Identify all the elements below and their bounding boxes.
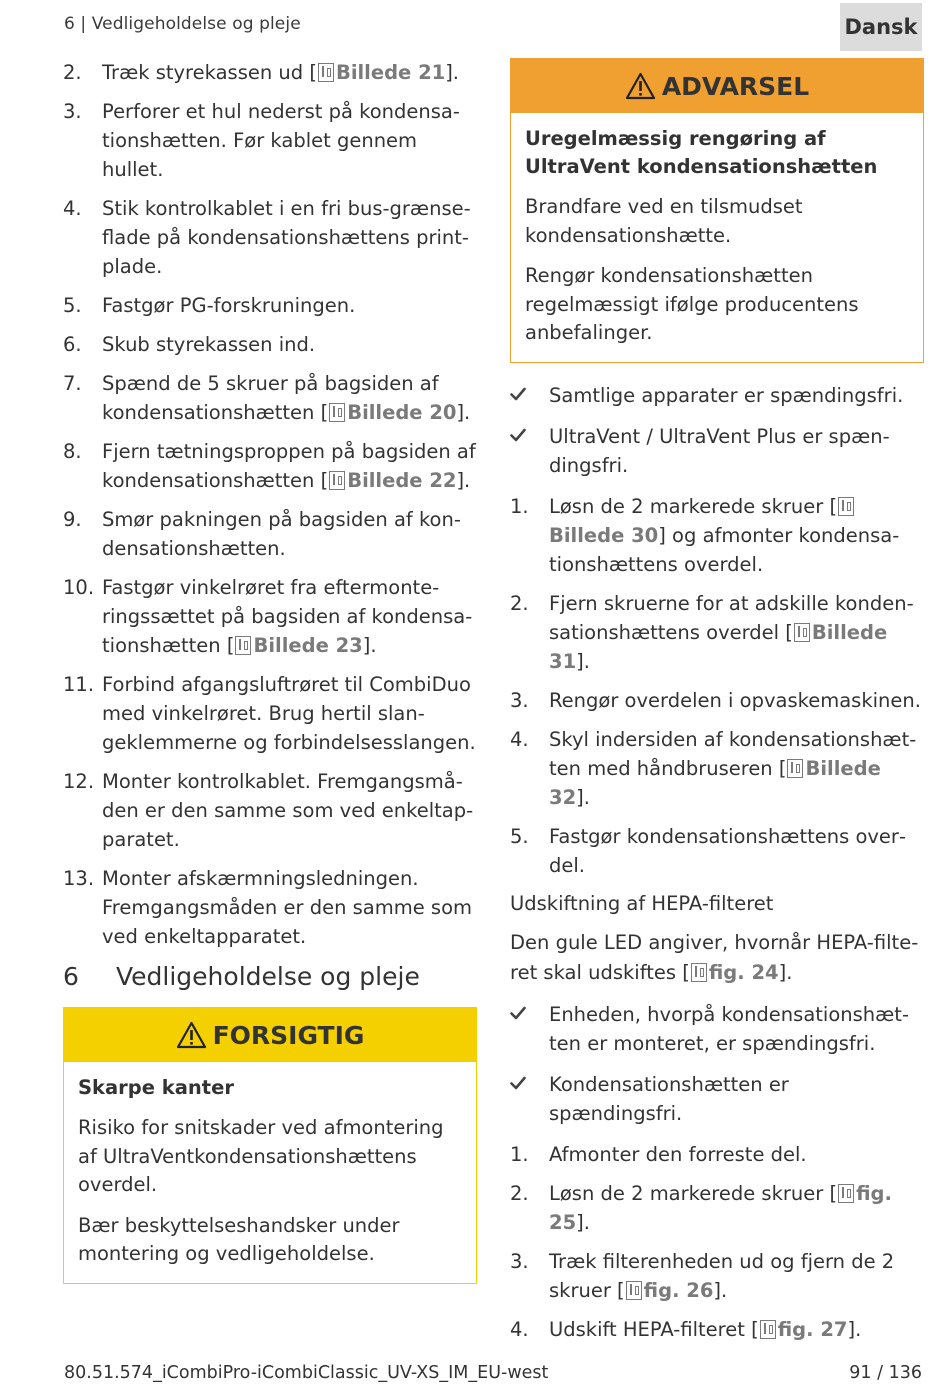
step-content [549, 725, 924, 812]
step-item [63, 291, 477, 320]
left-step-list [63, 58, 477, 951]
book-reference-icon [626, 1281, 642, 1300]
step-content [102, 573, 477, 660]
step-text: Smør pakningen på bagsiden af kondensationshætten. [102, 508, 461, 560]
step-item [510, 1179, 924, 1237]
warning-label: ADVARSEL [661, 71, 810, 101]
step-number: 4. [63, 197, 82, 220]
step-text: Perforer et hul nederst på kondensationshætten. Før kablet gennem hullet. [102, 100, 460, 181]
footer-document-id: 80.51.574_iCombiPro-iCombiClassic_UV-XS_IM_EU-west [64, 1363, 549, 1383]
check-icon [510, 381, 549, 410]
book-reference-icon [760, 1320, 776, 1339]
warning-paragraph: Brandfare ved en tilsmudset kondensationshætte. [525, 195, 803, 247]
step-number: 11. [63, 673, 95, 696]
step-content [102, 330, 477, 359]
caution-label: FORSIGTIG [212, 1020, 365, 1050]
step-item [510, 725, 924, 812]
book-reference-icon [838, 1184, 854, 1203]
step-number: 3. [510, 688, 529, 712]
figure-reference-label: Billede 30 [549, 523, 659, 547]
step-item [63, 767, 477, 854]
step-number: 7. [63, 372, 82, 395]
step-number: 4. [510, 1317, 529, 1341]
step-item [63, 194, 477, 281]
precondition-text: Kondensationshætten er spændingsfri. [549, 1072, 789, 1125]
cleaning-step-list [510, 492, 924, 880]
step-text: ]. [576, 1210, 590, 1234]
book-reference-icon [329, 471, 345, 490]
step-item [63, 97, 477, 184]
warning-title: Uregelmæssig rengøring af UltraVent kondensationshætten [525, 127, 878, 178]
step-number: 6. [63, 333, 82, 356]
step-number: 3. [63, 100, 82, 123]
precondition-list [510, 1000, 924, 1128]
step-content [549, 1179, 924, 1237]
step-text: ]. [713, 1278, 728, 1302]
step-item [63, 864, 477, 951]
step-text: Monter afskærmningsledningen. Fremgangsmåden er den samme som ved enkeltapparatet. [102, 867, 473, 948]
step-number: 5. [63, 294, 82, 317]
language-badge: Dansk [840, 3, 922, 51]
step-number: 1. [510, 1142, 529, 1166]
figure-reference-label: Billede 21 [335, 61, 446, 84]
precondition-list [510, 381, 924, 480]
step-text: Rengør overdelen i opvaskemaskinen. [549, 688, 921, 712]
figure-reference-link[interactable] [690, 961, 779, 984]
step-text: Fjern tætningsproppen på bagsiden af kondensationshætten [ [102, 440, 476, 492]
check-icon [510, 422, 549, 480]
step-number: 13. [63, 867, 95, 890]
book-reference-icon [318, 63, 334, 82]
step-content [102, 291, 477, 320]
step-text: Fjern skruerne for at adskille kondensationshættens overdel [ [549, 591, 914, 644]
step-text: Afmonter den forreste del. [549, 1142, 807, 1166]
step-text: ] og afmonter kondensationshættens overdel. [549, 523, 900, 576]
precondition-item [510, 1070, 924, 1128]
step-number: 5. [510, 824, 529, 848]
step-text: Stik kontrolkablet i en fri bus-grænseflade på kondensationshættens printplade. [102, 197, 471, 278]
precondition-text: Enheden, hvorpå kondensationshætten er monteret, er spændingsfri. [549, 1002, 909, 1055]
hepa-step-list [510, 1140, 924, 1344]
step-content [102, 505, 477, 563]
step-text: Udskift HEPA-filteret [ [549, 1317, 759, 1341]
step-number: 3. [510, 1249, 529, 1273]
figure-reference-label: Billede 31 [549, 620, 888, 673]
figure-reference-link[interactable] [234, 634, 362, 657]
step-item [63, 670, 477, 757]
figure-reference-label: fig. 27 [777, 1317, 848, 1341]
step-item [63, 437, 477, 495]
step-item [63, 58, 477, 87]
step-content [549, 1247, 924, 1305]
book-reference-icon [235, 636, 251, 655]
step-text: Fastgør PG-forskruningen. [102, 294, 356, 317]
footer-page-number: 91 / 136 [849, 1363, 922, 1383]
step-number: 2. [63, 61, 82, 84]
warning-header [511, 59, 923, 113]
step-text: Fastgør kondensationshættens overdel. [549, 824, 906, 877]
warning-triangle-icon [176, 1021, 207, 1049]
step-text: Løsn de 2 markerede skruer [ [549, 494, 838, 518]
warning-box [510, 58, 924, 363]
step-content [549, 822, 924, 880]
book-reference-icon [787, 759, 803, 778]
step-item [510, 589, 924, 676]
caution-header [64, 1008, 476, 1062]
book-reference-icon [691, 963, 707, 982]
step-content [102, 369, 477, 427]
step-item [63, 573, 477, 660]
precondition-text: UltraVent / UltraVent Plus er spændingsfri. [549, 424, 890, 477]
step-text: Den gule LED angiver, hvornår HEPA-filteret skal udskiftes [ [510, 930, 919, 984]
caution-paragraph: Bær beskyttelseshandsker under montering og vedligeholdelse. [78, 1213, 400, 1265]
step-number: 1. [510, 494, 529, 518]
figure-reference-label: Billede 32 [549, 756, 881, 809]
right-column [510, 58, 924, 1354]
figure-reference-label: fig. 24 [708, 960, 779, 984]
step-text: Skyl indersiden af kondensationshætten med håndbruseren [ [549, 727, 917, 780]
precondition-text: Samtlige apparater er spændingsfri. [549, 383, 904, 407]
step-item [510, 1247, 924, 1305]
step-content [102, 864, 477, 951]
figure-reference-label: Billede 23 [253, 634, 363, 657]
step-number: 8. [63, 440, 82, 463]
step-content [549, 686, 924, 715]
step-text: ]. [576, 649, 590, 673]
figure-reference-label: Billede 20 [347, 401, 457, 424]
step-item [63, 330, 477, 359]
figure-reference-label: Billede 22 [347, 469, 457, 492]
caution-box [63, 1007, 477, 1284]
step-number: 9. [63, 508, 82, 531]
step-text: Spænd de 5 skruer på bagsiden af kondensationshætten [ [102, 372, 439, 424]
step-content [102, 670, 477, 757]
check-icon [510, 1070, 549, 1128]
step-item [510, 686, 924, 715]
step-text: ]. [456, 401, 471, 424]
step-text: ]. [445, 61, 460, 84]
step-text: Skub styrekassen ind. [102, 333, 316, 356]
step-number: 2. [510, 1181, 529, 1205]
precondition-item [510, 381, 924, 410]
step-item [510, 1140, 924, 1169]
step-text: Monter kontrolkablet. Fremgangsmåden er den samme som ved enkeltapparatet. [102, 770, 474, 851]
hepa-intro-paragraph [510, 928, 924, 988]
step-text: ]. [778, 960, 793, 984]
check-icon [510, 1000, 549, 1058]
step-content [549, 1315, 924, 1344]
step-content [102, 58, 477, 87]
caution-title: Skarpe kanter [78, 1076, 234, 1099]
step-text: Fastgør vinkelrøret fra eftermonteringssættet på bagsiden af kondensationshætten [ [102, 576, 473, 657]
warning-body [511, 113, 923, 362]
precondition-item [510, 1000, 924, 1058]
step-number: 10. [63, 576, 95, 599]
step-text: Løsn de 2 markerede skruer [ [549, 1181, 838, 1205]
caution-body [64, 1062, 476, 1283]
warning-paragraph: Rengør kondensationshætten regelmæssigt ifølge producentens anbefalinger. [525, 264, 859, 344]
book-reference-icon [329, 403, 345, 422]
header-section-label: 6 | Vedligeholdelse og pleje [64, 14, 301, 34]
figure-reference-label: fig. 25 [549, 1181, 892, 1234]
step-text: ]. [847, 1317, 862, 1341]
step-text: Forbind afgangsluftrøret til CombiDuo med vinkelrøret. Brug hertil slangeklemmerne og forbindelsesslangen. [102, 673, 476, 754]
step-text: ]. [576, 785, 590, 809]
subsection-heading: Udskiftning af HEPA-filteret [510, 891, 774, 915]
step-item [63, 369, 477, 427]
book-reference-icon [794, 623, 810, 642]
step-content [102, 767, 477, 854]
step-number: 4. [510, 727, 529, 751]
figure-reference-link[interactable] [317, 61, 445, 84]
step-item [510, 822, 924, 880]
book-reference-icon [838, 497, 854, 516]
step-content [549, 589, 924, 676]
step-item [510, 492, 924, 579]
step-item [510, 1315, 924, 1344]
step-content [102, 194, 477, 281]
step-content [102, 437, 477, 495]
step-text: ]. [362, 634, 377, 657]
figure-reference-link[interactable] [759, 1318, 848, 1341]
step-item [63, 505, 477, 563]
step-content [102, 97, 477, 184]
section-heading [63, 961, 477, 993]
step-number: 2. [510, 591, 529, 615]
step-number: 12. [63, 770, 95, 793]
step-text: Træk filterenheden ud og fjern de 2 skruer [ [549, 1249, 895, 1302]
step-text: ]. [456, 469, 471, 492]
figure-reference-label: fig. 26 [643, 1278, 714, 1302]
warning-triangle-icon [625, 72, 656, 100]
figure-reference-link[interactable] [328, 401, 456, 424]
section-title: Vedligeholdelse og pleje [116, 962, 420, 991]
step-text: Træk styrekassen ud [ [102, 61, 317, 84]
step-content [549, 492, 924, 579]
left-column [63, 58, 477, 1302]
section-number: 6 [63, 962, 79, 991]
figure-reference-link[interactable] [328, 469, 456, 492]
caution-paragraph: Risiko for snitskader ved afmontering af UltraVentkondensationshættens overdel. [78, 1116, 444, 1196]
figure-reference-link[interactable] [625, 1279, 714, 1302]
step-content [549, 1140, 924, 1169]
precondition-item [510, 422, 924, 480]
